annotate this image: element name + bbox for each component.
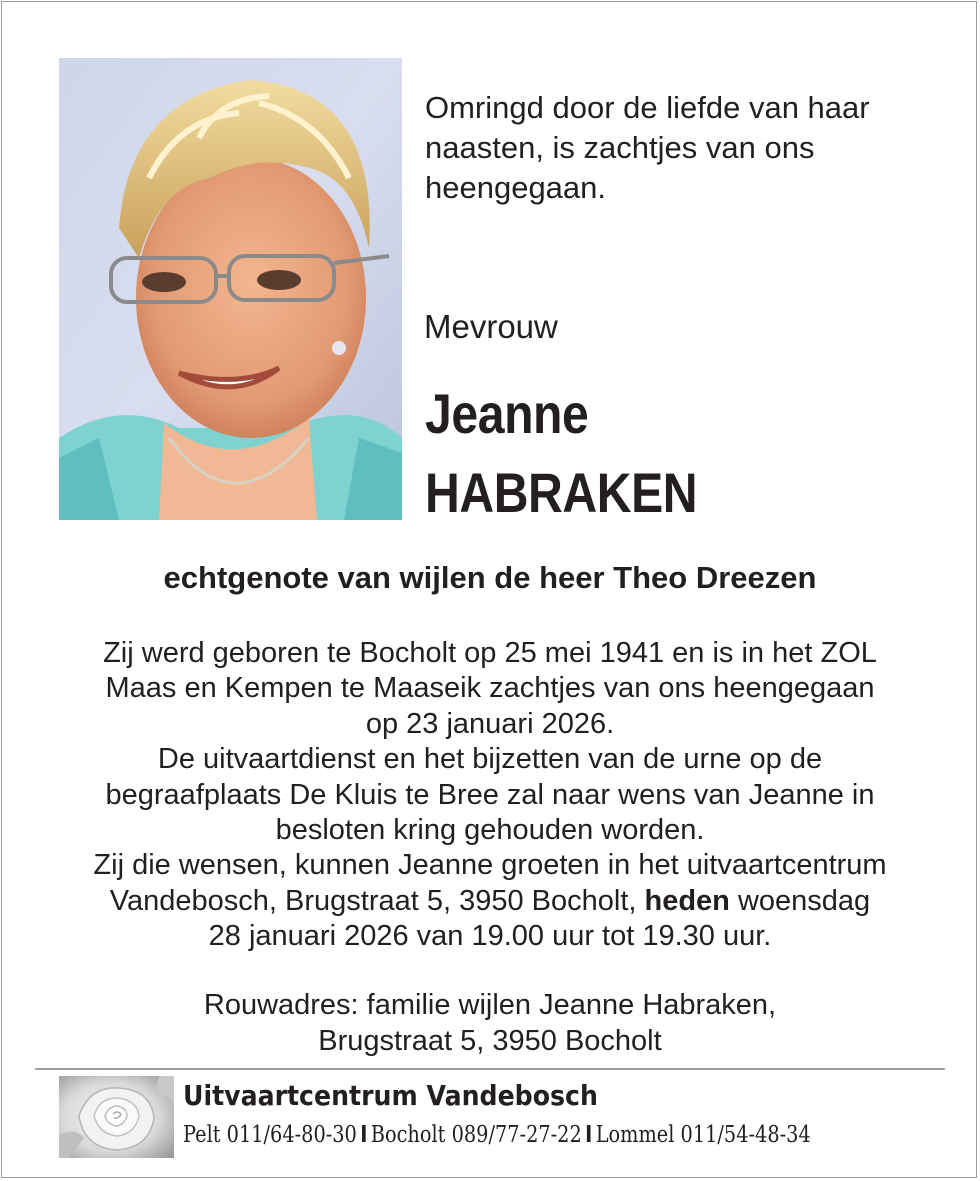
announcement-body	[20, 636, 960, 955]
salutation: Mevrouw	[424, 308, 558, 345]
body-line	[20, 884, 960, 919]
body-line: 28 januari 2026 van 19.00 uur tot 19.30 uur.	[208, 920, 772, 953]
body-line: op 23 januari 2026.	[365, 707, 615, 740]
last-name: HABRAKEN	[425, 461, 698, 524]
intro-line: Omringd door de liefde van haar	[425, 90, 870, 125]
first-name: Jeanne	[425, 382, 589, 445]
mourning-address	[20, 987, 960, 1059]
body-line: begraafplaats De Kluis te Bree zal naar wens van Jeanne in	[105, 778, 875, 811]
address-line: Rouwadres: familie wijlen Jeanne Habraken,	[203, 989, 777, 1021]
body-line: De uitvaartdienst en het bijzetten van de urne op de	[157, 743, 823, 776]
contact-bocholt: Bocholt 089/77-27-22	[370, 1122, 582, 1148]
funeral-home-name: Uitvaartcentrum Vandebosch	[183, 1079, 598, 1112]
divider	[35, 1068, 945, 1070]
address-line: Brugstraat 5, 3950 Bocholt	[318, 1025, 662, 1057]
contact-pelt: Pelt 011/64-80-30	[183, 1122, 357, 1148]
body-text-segment: Vandebosch, Brugstraat 5, 3950 Bocholt,	[109, 884, 645, 917]
white-rose-icon	[59, 1076, 174, 1158]
body-line: besloten kring gehouden worden.	[275, 814, 705, 847]
contact-lommel: Lommel 011/54-48-34	[595, 1122, 811, 1148]
intro-line: naasten, is zachtjes van ons	[425, 130, 815, 165]
body-text-segment: woensdag	[729, 884, 871, 917]
intro-text	[425, 88, 945, 208]
body-emphasis: heden	[644, 884, 730, 917]
body-line: Maas en Kempen te Maaseik zachtjes van ons heengegaan	[105, 672, 875, 705]
funeral-home-contacts	[183, 1120, 811, 1150]
intro-line: heengegaan.	[425, 170, 607, 205]
body-line: Zij werd geboren te Bocholt op 25 mei 1941 en is in het ZOL	[103, 637, 877, 669]
separator: I	[360, 1122, 368, 1148]
portrait-photo	[59, 58, 402, 520]
separator: I	[585, 1122, 593, 1148]
spouse-line: echtgenote van wijlen de heer Theo Dreezen	[163, 560, 817, 595]
body-line: Zij die wensen, kunnen Jeanne groeten in het uitvaartcentrum	[93, 849, 887, 882]
